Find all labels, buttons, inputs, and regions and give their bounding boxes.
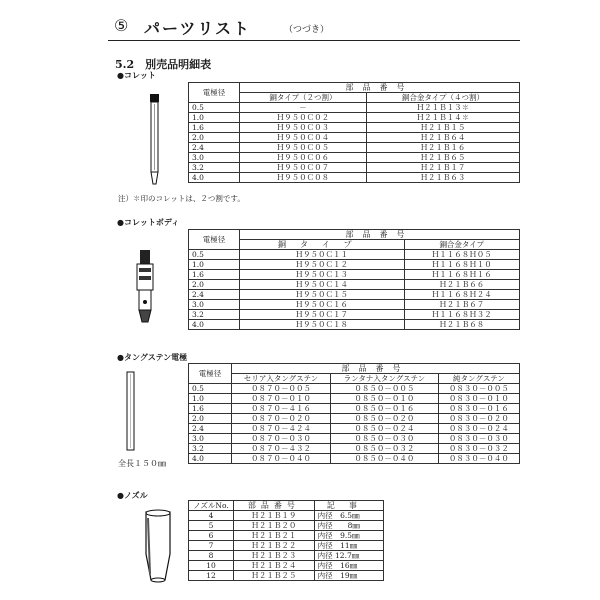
cell: Ｈ９５０Ｃ０５ bbox=[240, 143, 367, 153]
table-row bbox=[189, 521, 384, 531]
table-row bbox=[189, 444, 520, 454]
cell: Ｈ９５０Ｃ１３ bbox=[240, 270, 405, 280]
table-row bbox=[189, 541, 384, 551]
cell: Ｈ２１Ｂ１３✽ bbox=[366, 103, 519, 113]
table-row bbox=[189, 320, 520, 330]
cell: 3.0 bbox=[189, 434, 232, 444]
table-row bbox=[189, 434, 520, 444]
cell: 2.0 bbox=[189, 133, 240, 143]
cell: 3.2 bbox=[189, 163, 240, 173]
cell: 3.0 bbox=[189, 153, 240, 163]
cell: 4.0 bbox=[189, 320, 240, 330]
cell: 2.0 bbox=[189, 280, 240, 290]
cell: Ｈ２１Ｂ１７ bbox=[366, 163, 519, 173]
cell: Ｈ２１Ｂ２２ bbox=[234, 541, 315, 551]
collet-col-diameter: 電極径 bbox=[189, 83, 240, 103]
cell: Ｈ２１Ｂ２５ bbox=[234, 571, 315, 581]
collet-rows bbox=[189, 103, 520, 183]
collet-body-table bbox=[188, 229, 520, 330]
cell: 2.4 bbox=[189, 290, 240, 300]
table-row bbox=[189, 103, 520, 113]
table-row bbox=[189, 384, 520, 394]
cell: Ｈ１１６８Ｈ３２ bbox=[404, 310, 519, 320]
body-col-diameter: 電極径 bbox=[189, 230, 240, 250]
table-row bbox=[189, 173, 520, 183]
cell: Ｈ９５０Ｃ０４ bbox=[240, 133, 367, 143]
table-row bbox=[189, 561, 384, 571]
cell: 2.0 bbox=[189, 414, 232, 424]
table-row bbox=[189, 123, 520, 133]
cell: ０８７０－０３０ bbox=[232, 434, 331, 444]
nozzle-label: ●ノズル bbox=[117, 491, 148, 500]
cell: Ｈ２１Ｂ６３ bbox=[366, 173, 519, 183]
nozzle-table bbox=[188, 500, 384, 581]
cell: 1.0 bbox=[189, 260, 240, 270]
cell: 1.6 bbox=[189, 123, 240, 133]
cell: ０８７０－０１０ bbox=[232, 394, 331, 404]
cell: 4.0 bbox=[189, 454, 232, 464]
page-subtitle: （つづき） bbox=[284, 25, 330, 35]
nozzle-rows bbox=[189, 511, 384, 581]
cell: 内径 9.5㎜ bbox=[314, 531, 383, 541]
body-col-copper: 銅タイプ bbox=[240, 240, 405, 250]
table-row bbox=[189, 250, 520, 260]
cell: 4 bbox=[189, 511, 234, 521]
cell: 1.0 bbox=[189, 113, 240, 123]
cell: ０８５０－０２０ bbox=[330, 414, 438, 424]
cell: Ｈ２１Ｂ６４ bbox=[366, 133, 519, 143]
cell: Ｈ９５０Ｃ１４ bbox=[240, 280, 405, 290]
cell: 内径 16㎜ bbox=[314, 561, 383, 571]
cell: 12 bbox=[189, 571, 234, 581]
cell: ０８３０－０３２ bbox=[438, 444, 519, 454]
table-row bbox=[189, 270, 520, 280]
cell: Ｈ９５０Ｃ１５ bbox=[240, 290, 405, 300]
cell: 内径 8㎜ bbox=[314, 521, 383, 531]
cell: ０８５０－０４０ bbox=[330, 454, 438, 464]
collet-col-copper: 銅タイプ（２つ割） bbox=[240, 93, 367, 103]
cell: 1.0 bbox=[189, 394, 232, 404]
cell: Ｈ２１Ｂ６７ bbox=[404, 300, 519, 310]
tungsten-table bbox=[188, 363, 520, 464]
section-number: ⑤ bbox=[114, 16, 129, 35]
cell: Ｈ２１Ｂ１５ bbox=[366, 123, 519, 133]
cell: Ｈ２１Ｂ２４ bbox=[234, 561, 315, 571]
cell: Ｈ２１Ｂ６６ bbox=[404, 280, 519, 290]
cell: ０８３０－０４０ bbox=[438, 454, 519, 464]
collet-col-part-number: 部品番号 bbox=[240, 83, 520, 93]
table-row bbox=[189, 394, 520, 404]
cell: ０８３０－０１０ bbox=[438, 394, 519, 404]
table-row bbox=[189, 531, 384, 541]
cell: ０８７０－０２０ bbox=[232, 414, 331, 424]
table-row bbox=[189, 290, 520, 300]
cell: ０８５０－００５ bbox=[330, 384, 438, 394]
cell: Ｈ１１６８Ｈ２４ bbox=[404, 290, 519, 300]
cell: ０８３０－０１６ bbox=[438, 404, 519, 414]
cell: Ｈ９５０Ｃ１６ bbox=[240, 300, 405, 310]
cell: 内径 19㎜ bbox=[314, 571, 383, 581]
tungsten-col-ceria: セリア入タングステン bbox=[232, 374, 331, 384]
table-row bbox=[189, 404, 520, 414]
cell: 0.5 bbox=[189, 103, 240, 113]
cell: ０８５０－０１０ bbox=[330, 394, 438, 404]
cell: Ｈ９５０Ｃ０６ bbox=[240, 153, 367, 163]
cell: Ｈ２１Ｂ１４✽ bbox=[366, 113, 519, 123]
collet-illustration bbox=[140, 92, 170, 188]
page-title: パーツリスト bbox=[144, 19, 252, 38]
nozzle-col-part-number: 部品番号 bbox=[234, 501, 315, 511]
table-row bbox=[189, 113, 520, 123]
nozzle-col-number: ノズルNo. bbox=[189, 501, 234, 511]
cell: Ｈ９５０Ｃ１７ bbox=[240, 310, 405, 320]
cell: ０８７０－４３２ bbox=[232, 444, 331, 454]
cell: 1.6 bbox=[189, 404, 232, 414]
tungsten-illustration bbox=[120, 370, 140, 454]
page-header bbox=[108, 14, 520, 41]
table-row bbox=[189, 424, 520, 434]
cell: 3.0 bbox=[189, 300, 240, 310]
collet-body-illustration bbox=[125, 248, 165, 328]
table-row bbox=[189, 310, 520, 320]
tungsten-col-lanthana: ランタナ入タングステン bbox=[330, 374, 438, 384]
tungsten-rows bbox=[189, 384, 520, 464]
tungsten-col-diameter: 電極径 bbox=[189, 364, 232, 384]
cell: Ｈ２１Ｂ１９ bbox=[234, 511, 315, 521]
table-row bbox=[189, 511, 384, 521]
cell: Ｈ１１６８Ｈ０５ bbox=[404, 250, 519, 260]
collet-table bbox=[188, 82, 520, 183]
cell: 内径 11㎜ bbox=[314, 541, 383, 551]
cell: ０８３０－０２０ bbox=[438, 414, 519, 424]
table-row bbox=[189, 280, 520, 290]
cell: Ｈ２１Ｂ２３ bbox=[234, 551, 315, 561]
table-row bbox=[189, 153, 520, 163]
cell: ０８５０－０１６ bbox=[330, 404, 438, 414]
section-title: 5.2 別売品明細表 bbox=[115, 58, 212, 71]
cell: Ｈ９５０Ｃ１２ bbox=[240, 260, 405, 270]
table-row bbox=[189, 454, 520, 464]
cell: ０８７０－４１６ bbox=[232, 404, 331, 414]
cell: Ｈ２１Ｂ２１ bbox=[234, 531, 315, 541]
table-row bbox=[189, 551, 384, 561]
cell: 2.4 bbox=[189, 424, 232, 434]
tungsten-col-part-number: 部品番号 bbox=[232, 364, 520, 374]
nozzle-illustration bbox=[138, 508, 178, 584]
table-row bbox=[189, 571, 384, 581]
cell: 4.0 bbox=[189, 173, 240, 183]
cell: Ｈ２１Ｂ１６ bbox=[366, 143, 519, 153]
cell: － bbox=[240, 103, 367, 113]
tungsten-label: ●タングステン電極 bbox=[117, 353, 188, 362]
cell: Ｈ２１Ｂ６８ bbox=[404, 320, 519, 330]
cell: 5 bbox=[189, 521, 234, 531]
cell: ０８５０－０２４ bbox=[330, 424, 438, 434]
nozzle-col-notes: 記事 bbox=[314, 501, 383, 511]
cell: ０８５０－０３０ bbox=[330, 434, 438, 444]
cell: ０８３０－０３０ bbox=[438, 434, 519, 444]
cell: 8 bbox=[189, 551, 234, 561]
cell: 7 bbox=[189, 541, 234, 551]
cell: ０８３０－００５ bbox=[438, 384, 519, 394]
table-row bbox=[189, 143, 520, 153]
collet-body-label: ●コレットボディ bbox=[117, 218, 180, 227]
table-row bbox=[189, 163, 520, 173]
table-row bbox=[189, 414, 520, 424]
cell: Ｈ９５０Ｃ１１ bbox=[240, 250, 405, 260]
cell: 3.2 bbox=[189, 310, 240, 320]
tungsten-length: 全長１５０㎜ bbox=[118, 459, 166, 468]
cell: 10 bbox=[189, 561, 234, 571]
cell: Ｈ１１６８Ｈ１６ bbox=[404, 270, 519, 280]
cell: 1.6 bbox=[189, 270, 240, 280]
cell: 3.2 bbox=[189, 444, 232, 454]
cell: ０８３０－０２４ bbox=[438, 424, 519, 434]
cell: 内径 6.5㎜ bbox=[314, 511, 383, 521]
cell: 6 bbox=[189, 531, 234, 541]
cell: ０８７０－０４０ bbox=[232, 454, 331, 464]
cell: Ｈ９５０Ｃ０８ bbox=[240, 173, 367, 183]
cell: Ｈ２１Ｂ２０ bbox=[234, 521, 315, 531]
table-row bbox=[189, 260, 520, 270]
table-row bbox=[189, 133, 520, 143]
cell: Ｈ９５０Ｃ０２ bbox=[240, 113, 367, 123]
cell: 0.5 bbox=[189, 250, 240, 260]
cell: Ｈ２１Ｂ６５ bbox=[366, 153, 519, 163]
cell: ０８５０－０３２ bbox=[330, 444, 438, 454]
cell: ０８７０－００５ bbox=[232, 384, 331, 394]
tungsten-col-pure: 純タングステン bbox=[438, 374, 519, 384]
body-rows bbox=[189, 250, 520, 330]
body-col-alloy: 銅合金タイプ bbox=[404, 240, 519, 250]
table-row bbox=[189, 300, 520, 310]
collet-note: 注）✽印のコレットは、２つ割です。 bbox=[118, 194, 245, 203]
cell: Ｈ９５０Ｃ０３ bbox=[240, 123, 367, 133]
cell: Ｈ９５０Ｃ０７ bbox=[240, 163, 367, 173]
cell: 0.5 bbox=[189, 384, 232, 394]
cell: Ｈ９５０Ｃ１８ bbox=[240, 320, 405, 330]
collet-col-alloy: 銅合金タイプ（４つ割） bbox=[366, 93, 519, 103]
body-col-part-number: 部品番号 bbox=[240, 230, 520, 240]
cell: Ｈ１１６８Ｈ１０ bbox=[404, 260, 519, 270]
cell: 内径 12.7㎜ bbox=[314, 551, 383, 561]
collet-label: ●コレット bbox=[117, 71, 156, 80]
cell: ０８７０－４２４ bbox=[232, 424, 331, 434]
cell: 2.4 bbox=[189, 143, 240, 153]
